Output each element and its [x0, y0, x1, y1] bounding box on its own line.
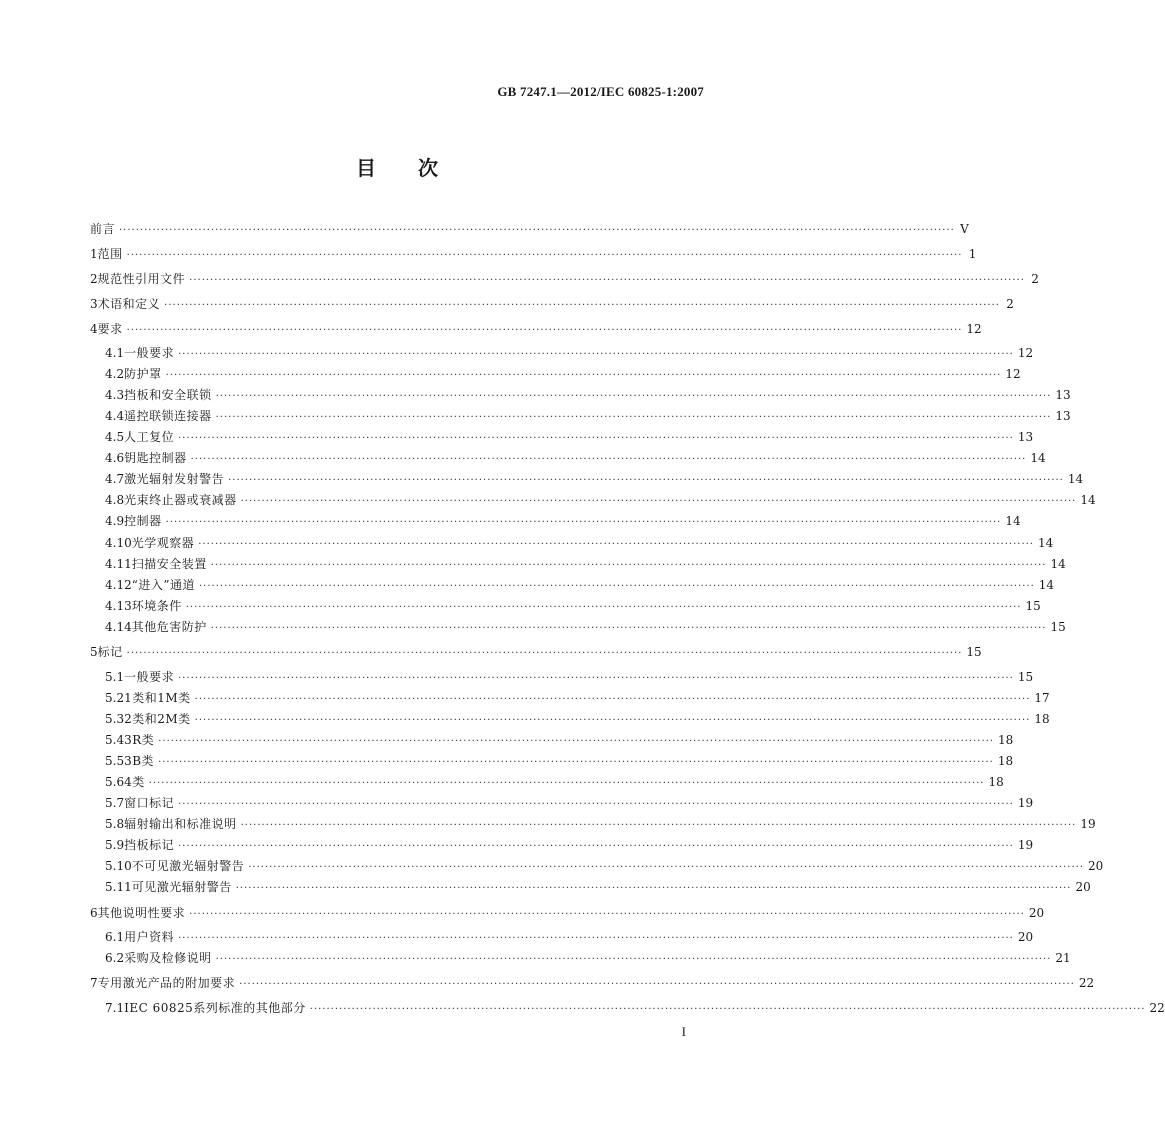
toc-entry-page: 14 [1030, 451, 1046, 465]
toc-entry-number: 5.8 [105, 817, 125, 831]
toc-entry-number: 5.5 [105, 754, 125, 768]
toc-entry-number: 5.11 [105, 880, 132, 894]
toc-entry[interactable] [105, 533, 1054, 553]
toc-entry[interactable] [105, 364, 1021, 384]
toc-entry-number: 4.13 [105, 599, 132, 613]
toc-entry[interactable] [105, 927, 1034, 947]
toc-leader-dots: ········································································································································································································ [126, 250, 963, 261]
toc-entry-page: 20 [1087, 859, 1104, 873]
toc-leader-dots: ········································································································································································································ [198, 539, 1034, 550]
toc-entry-label: 一般要求 [124, 670, 175, 684]
toc-entry-label: 扫描安全装置 [131, 557, 207, 571]
toc-entry-label: 用户资料 [124, 930, 175, 944]
toc-entry-page: 12 [966, 322, 982, 336]
toc-entry[interactable] [105, 709, 1050, 729]
toc-leader-dots: ········································································································································································································ [148, 778, 985, 789]
toc-entry-number: 5.1 [105, 670, 125, 684]
toc-entry-number: 6 [90, 906, 98, 920]
toc-entry-number: 4.3 [105, 388, 125, 402]
toc-entry-number: 4.11 [105, 557, 132, 571]
toc-leader-dots: ········································································································································································································ [178, 933, 1014, 944]
toc-entry-number: 5.2 [105, 691, 125, 705]
toc-entry-label: 规范性引用文件 [97, 272, 186, 286]
toc-entry-label: 窗口标记 [124, 796, 175, 810]
toc-leader-dots: ········································································································································································································ [190, 454, 1027, 465]
toc-entry-page: 19 [1017, 796, 1034, 810]
toc-leader-dots: ········································································································································································································ [240, 820, 1077, 831]
toc-entry[interactable] [90, 269, 1039, 289]
toc-entry[interactable] [105, 343, 1034, 363]
toc-entry-page: 15 [1025, 599, 1041, 613]
toc-entry-page: 19 [1017, 838, 1034, 852]
toc-entry-number: 1 [90, 247, 98, 261]
toc-entry-number: 5.7 [105, 796, 125, 810]
toc-entry-page: 14 [1037, 536, 1054, 550]
toc-leader-dots: ········································································································································································································ [126, 325, 963, 336]
toc-leader-dots: ········································································································································································································ [194, 715, 1031, 726]
toc-entry-label: 前言 [90, 222, 116, 236]
toc-leader-dots: ········································································································································································································ [235, 883, 1072, 894]
toc-entry-number: 4.7 [105, 472, 125, 486]
toc-entry-label: 钥匙控制器 [124, 451, 187, 465]
toc-entry-label: 要求 [97, 322, 123, 336]
toc-leader-dots: ········································································································································································································ [165, 370, 1002, 381]
toc-entry-page: 12 [1017, 346, 1034, 360]
toc-entry-page: 13 [1055, 409, 1071, 423]
toc-entry-number: 4.8 [105, 493, 125, 507]
toc-entry[interactable] [105, 835, 1034, 855]
toc-leader-dots: ········································································································································································································ [248, 862, 1084, 873]
toc-entry-page: 18 [998, 733, 1014, 747]
toc-entry-label: 3B类 [124, 754, 155, 768]
toc-entry[interactable] [105, 596, 1041, 616]
toc-entry-label: IEC 60825系列标准的其他部分 [124, 1001, 306, 1015]
toc-entry-label: 光束终止器或衰减器 [124, 493, 237, 507]
toc-leader-dots: ········································································································································································································ [210, 560, 1047, 571]
toc-entry-label: 术语和定义 [97, 297, 161, 311]
toc-entry-label: 控制器 [124, 514, 162, 528]
toc-entry[interactable] [90, 319, 982, 339]
toc-entry-page: 14 [1005, 514, 1021, 528]
toc-entry-number: 5.10 [105, 859, 132, 873]
toc-entry-label: 一般要求 [124, 346, 175, 360]
toc-leader-dots: ········································································································································································································ [309, 1004, 1146, 1015]
toc-entry-page: 15 [1050, 620, 1066, 634]
toc-leader-dots: ········································································································································································································ [185, 602, 1022, 613]
toc-entry-page: 14 [1080, 493, 1096, 507]
toc-entry-number: 7.1 [105, 1001, 125, 1015]
toc-leader-dots: ········································································································································································································ [239, 979, 1075, 990]
toc-leader-dots: ········································································································································································································ [178, 349, 1014, 360]
toc-entry-page: V [960, 222, 969, 236]
toc-entry[interactable] [105, 998, 1165, 1018]
toc-entry-page: 14 [1038, 578, 1055, 592]
toc-entry[interactable] [105, 554, 1066, 574]
toc-entry[interactable] [90, 294, 1014, 314]
toc-entry[interactable] [105, 406, 1071, 426]
standard-code: GB 7247.1—2012/IEC 60825-1:2007 [497, 84, 704, 99]
toc-entry-label: “进入”通道 [131, 578, 195, 592]
toc-entry-number: 4.12 [105, 578, 132, 592]
toc-entry[interactable] [105, 688, 1050, 708]
toc-entry[interactable] [90, 973, 1095, 993]
toc-entry-label: 其他说明性要求 [97, 906, 186, 920]
toc-entry-label: 3R类 [124, 733, 155, 747]
title-char-1: 目 [356, 156, 376, 180]
toc-entry[interactable] [105, 856, 1104, 876]
toc-entry-page: 22 [1078, 976, 1095, 990]
toc-entry[interactable] [90, 244, 977, 264]
toc-entry[interactable] [105, 793, 1034, 813]
toc-leader-dots: ········································································································································································································ [189, 909, 1025, 920]
toc-entry[interactable] [105, 617, 1066, 637]
toc-entry[interactable] [105, 948, 1071, 968]
toc-entry[interactable] [105, 511, 1021, 531]
toc-entry-label: 激光辐射发射警告 [124, 472, 225, 486]
toc-entry-label: 光学观察器 [131, 536, 195, 550]
toc-entry-label: 4类 [124, 775, 145, 789]
toc-entry-label: 专用激光产品的附加要求 [97, 976, 236, 990]
toc-entry-page: 1 [968, 247, 977, 261]
toc-leader-dots: ········································································································································································································ [215, 412, 1052, 423]
toc-leader-dots: ········································································································································································································ [178, 433, 1014, 444]
toc-entry[interactable] [105, 469, 1084, 489]
toc-entry-number: 4.6 [105, 451, 125, 465]
toc-leader-dots: ········································································································································································································ [119, 225, 955, 236]
toc-entry-page: 18 [997, 754, 1014, 768]
toc-entry-number: 5.9 [105, 838, 125, 852]
toc-entry[interactable] [105, 490, 1096, 510]
toc-entry-number: 4.10 [105, 536, 132, 550]
toc-entry-label: 遥控联锁连接器 [124, 409, 212, 423]
toc-leader-dots: ········································································································································································································ [199, 581, 1035, 592]
toc-entry-number: 5.6 [105, 775, 125, 789]
toc-entry-label: 可见激光辐射警告 [131, 880, 232, 894]
toc-entry-page: 13 [1055, 388, 1071, 402]
toc-entry-page: 15 [1017, 670, 1034, 684]
toc-leader-dots: ········································································································································································································ [158, 757, 994, 768]
toc-leader-dots: ········································································································································································································ [228, 475, 1064, 486]
toc-entry-label: 人工复位 [124, 430, 175, 444]
toc-entry-page: 19 [1080, 817, 1096, 831]
toc-entry-label: 范围 [97, 247, 123, 261]
toc-entry-number: 3 [90, 297, 98, 311]
toc-entry-page: 20 [1028, 906, 1045, 920]
toc-entry-number: 2 [90, 272, 98, 286]
toc-entry-label: 挡板和安全联锁 [124, 388, 212, 402]
toc-entry-page: 14 [1050, 557, 1066, 571]
toc-leader-dots: ········································································································································································································ [210, 623, 1047, 634]
toc-leader-dots: ········································································································································································································ [158, 736, 995, 747]
toc-entry-label: 1类和1M类 [124, 691, 191, 705]
toc-entry-page: 20 [1075, 880, 1091, 894]
toc-entry-number: 7 [90, 976, 98, 990]
toc-leader-dots: ········································································································································································································ [178, 673, 1014, 684]
toc-entry-page: 22 [1149, 1001, 1165, 1015]
toc-entry-page: 21 [1055, 951, 1071, 965]
toc-entry[interactable] [105, 667, 1034, 687]
toc-entry-number: 4.5 [105, 430, 125, 444]
toc-leader-dots: ········································································································································································································ [164, 300, 1000, 311]
toc-leader-dots: ········································································································································································································ [215, 954, 1052, 965]
toc-entry-number: 5 [90, 645, 98, 659]
toc-entry[interactable] [105, 814, 1096, 834]
toc-entry[interactable] [105, 877, 1091, 897]
toc-entry-number: 4.2 [105, 367, 125, 381]
toc-entry-page: 18 [1034, 712, 1050, 726]
toc-leader-dots: ········································································································································································································ [178, 799, 1014, 810]
toc-entry-page: 14 [1067, 472, 1084, 486]
toc-leader-dots: ········································································································································································································ [194, 694, 1031, 705]
toc-entry-page: 12 [1005, 367, 1021, 381]
toc-entry-page: 2 [1031, 272, 1039, 286]
toc-entry-label: 2类和2M类 [124, 712, 191, 726]
title-char-2: 次 [418, 156, 438, 180]
toc-entry-label: 辐射输出和标准说明 [124, 817, 237, 831]
toc-leader-dots: ········································································································································································································ [178, 841, 1014, 852]
toc-entry-number: 4.1 [105, 346, 125, 360]
toc-entry-number: 4.14 [105, 620, 132, 634]
toc-entry-number: 4 [90, 322, 98, 336]
toc-entry-label: 环境条件 [131, 599, 182, 613]
toc-entry-label: 其他危害防护 [131, 620, 207, 634]
toc-entry[interactable] [105, 730, 1014, 750]
toc-entry-page: 15 [966, 645, 982, 659]
toc-entry-number: 5.4 [105, 733, 125, 747]
toc-entry-number: 6.2 [105, 951, 125, 965]
toc-entry-number: 4.9 [105, 514, 125, 528]
toc-entry-number: 6.1 [105, 930, 125, 944]
page-number: I [681, 1024, 686, 1039]
toc-entry[interactable] [105, 772, 1004, 792]
toc-entry[interactable] [90, 219, 969, 239]
toc-entry-page: 17 [1034, 691, 1050, 705]
toc-entry[interactable] [105, 575, 1055, 595]
toc-leader-dots: ········································································································································································································ [189, 275, 1025, 286]
toc-entry-page: 20 [1017, 930, 1034, 944]
toc-entry-label: 采购及检修说明 [124, 951, 212, 965]
toc-leader-dots: ········································································································································································································ [126, 648, 963, 659]
toc-entry-label: 不可见激光辐射警告 [131, 859, 245, 873]
toc-entry-number: 5.3 [105, 712, 125, 726]
toc-entry[interactable] [105, 385, 1071, 405]
toc-entry-page: 2 [1006, 297, 1014, 311]
toc-entry[interactable] [105, 751, 1014, 771]
toc-entry[interactable] [105, 427, 1034, 447]
toc-leader-dots: ········································································································································································································ [165, 517, 1002, 528]
toc-entry-number: 4.4 [105, 409, 125, 423]
toc-entry[interactable] [90, 642, 982, 662]
toc-entry-label: 挡板标记 [124, 838, 175, 852]
toc-leader-dots: ········································································································································································································ [240, 496, 1077, 507]
page-title [0, 152, 794, 181]
toc-entry-page: 18 [988, 775, 1004, 789]
toc-entry[interactable] [105, 448, 1046, 468]
toc-entry-label: 防护罩 [124, 367, 162, 381]
toc-leader-dots: ········································································································································································································ [215, 391, 1052, 402]
toc-entry-page: 13 [1017, 430, 1034, 444]
toc-entry[interactable] [90, 903, 1045, 923]
toc-entry-label: 标记 [97, 645, 123, 659]
